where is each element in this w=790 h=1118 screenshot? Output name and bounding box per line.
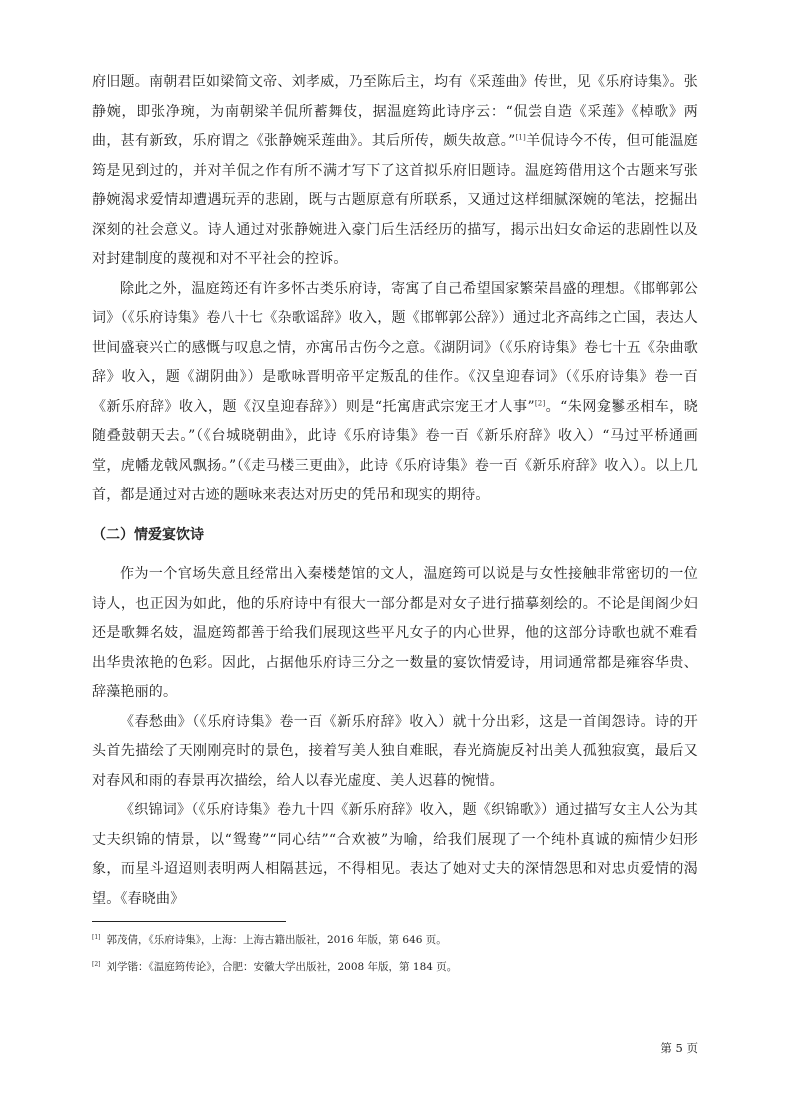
paragraph-1 xyxy=(92,68,698,275)
page-number: 第 5 页 xyxy=(660,1041,698,1055)
paragraph-1-part-b: 羊侃诗今不传，但可能温庭筠是见到过的，并对羊侃之作有所不满才写下了这首拟乐府旧题诗。温庭筠借用这个古题来写张静婉渴求爱情却遭遇玩弄的悲剧，既与古题原意有所联系，又通过这样细腻深婉的笔法，挖掘出深刻的社会意义。诗人通过对张静婉进入豪门后生活经历的描写，揭示出妇女命运的悲剧性以及对封建制度的蔑视和对不平社会的控诉。 xyxy=(92,133,699,267)
paragraph-2-part-b: 。“朱网龛鬖丞相车，晓随叠鼓朝天去。”（《台城晓朝曲》，此诗《乐府诗集》卷一百《新乐府辞》收入）“马过平桥通画堂，虎幡龙戟风飘扬。”（《走马楼三更曲》，此诗《乐府诗集》卷一百《新乐府辞》收入）。以上几首，都是通过对古迹的题咏来表达对历史的凭吊和现实的期待。 xyxy=(92,398,698,503)
footnote-ref-1: [1] xyxy=(515,133,526,142)
paragraph-5: 《织锦词》（《乐府诗集》卷九十四《新乐府辞》收入，题《织锦歌》）通过描写女主人公为其丈夫织锦的情景，以“鸳鸯”“同心结”“合欢被”为喻，给我们展现了一个纯朴真诚的痴情少妇形象，而星斗迢迢则表明两人相隔甚远，不得相见。表达了她对丈夫的深情怨思和对忠贞爱情的渴望。《春晓曲》 xyxy=(92,802,698,907)
footnote-text: 郭茂倩，《乐府诗集》，上海：上海古籍出版社，2016 年版，第 646 页。 xyxy=(106,934,447,946)
paragraph-4: 《春愁曲》（《乐府诗集》卷一百《新乐府辞》收入）就十分出彩，这是一首闺怨诗。诗的开头首先描绘了天刚刚亮时的景色，接着写美人独自难眠，春光旖旎反衬出美人孤独寂寞，最后又对春风和雨的春景再次描绘，给人以春光虚度、美人迟暮的惋惜。 xyxy=(92,713,698,789)
footnote-marker: [1] xyxy=(92,933,101,941)
paragraph-1-part-a: 府旧题。南朝君臣如梁简文帝、刘孝威，乃至陈后主，均有《采莲曲》传世，见《乐府诗集》。张静婉，即张净琬，为南朝梁羊侃所蓄舞伎，据温庭筠此诗序云：“侃尝自造《采莲》《棹歌》两曲，甚有新致，乐府谓之《张静婉采莲曲》。其后所传，颇失故意。” xyxy=(92,74,698,149)
paragraph-2 xyxy=(92,275,698,511)
footnotes xyxy=(92,933,698,987)
footnote-marker: [2] xyxy=(92,960,101,968)
footnote-1 xyxy=(92,933,698,947)
footnote-ref-2: [2] xyxy=(534,398,546,407)
section-heading: （二）情爱宴饮诗 xyxy=(92,526,204,543)
paragraph-2-part-a: 除此之外，温庭筠还有许多怀古类乐府诗，寄寓了自己希望国家繁荣昌盛的理想。《邯郸郭公词》（《乐府诗集》卷八十七《杂歌谣辞》收入，题《邯郸郭公辞》）通过北齐高纬之亡国，表达人世间盛衰兴亡的感慨与叹息之情，亦寓吊古伤今之意。《湖阴词》（《乐府诗集》卷七十五《杂曲歌辞》收入，题《湖阴曲》）是歌咏晋明帝平定叛乱的佳作。《汉皇迎春词》（《乐府诗集》卷一百《新乐府辞》收入，题《汉皇迎春辞》）则是“托寓唐武宗宠王才人事” xyxy=(92,280,698,415)
paragraph-3: 作为一个官场失意且经常出入秦楼楚馆的文人，温庭筠可以说是与女性接触非常密切的一位诗人，也正因为如此，他的乐府诗中有很大一部分都是对女子进行描摹刻绘的。不论是闺阁少妇还是歌舞名妓，温庭筠都善于给我们展现这些平凡女子的内心世界，他的这部分诗歌也就不难看出华贵浓艳的色彩。因此，占据他乐府诗三分之一数量的宴饮情爱诗，用词通常都是雍容华贵、辞藻艳丽的。 xyxy=(92,566,698,700)
footnote-divider xyxy=(92,921,286,922)
footnote-2 xyxy=(92,960,698,974)
footnote-text: 刘学锴：《温庭筠传论》，合肥：安徽大学出版社，2008 年版，第 184 页。 xyxy=(106,961,458,973)
body-text xyxy=(92,68,698,914)
